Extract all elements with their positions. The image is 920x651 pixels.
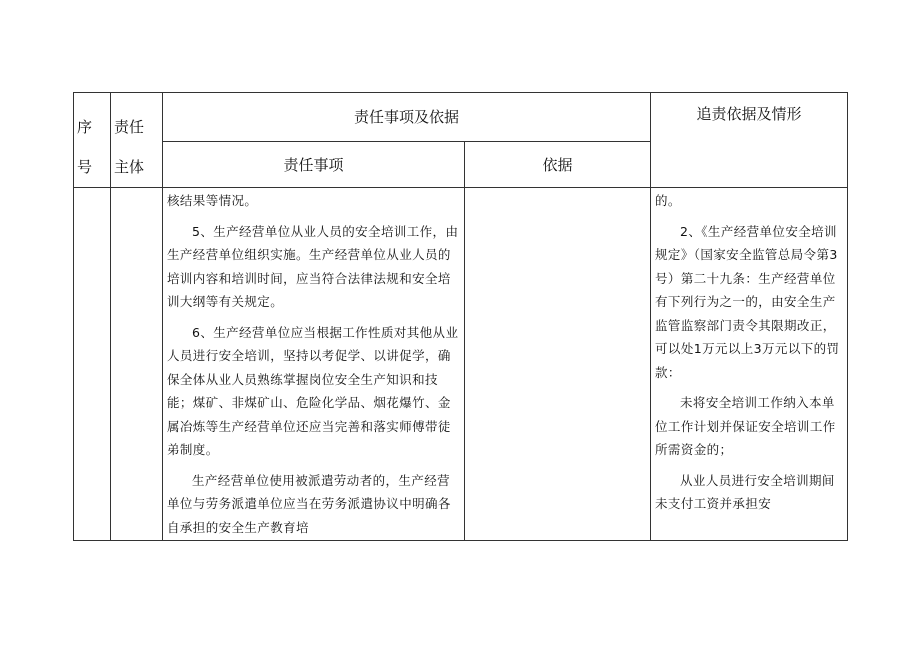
matters-paragraph: 6、生产经营单位应当根据工作性质对其他从业人员进行安全培训，坚持以考促学、以讲促学，确保全体从业人员熟练掌握岗位安全生产知识和技能；煤矿、非煤矿山、危险化学品、烟花爆竹、金属冶炼等生产经营单位还应当完善和落实师傅带徒弟制度。 xyxy=(167,324,459,457)
cell-subject xyxy=(111,188,163,541)
matters-paragraph: 核结果等情况。 xyxy=(167,193,258,208)
header-subject-line-2: 主体 xyxy=(114,158,145,176)
accountability-paragraph: 的。 xyxy=(655,193,681,208)
header-seq-line-2: 号 xyxy=(77,158,93,176)
responsibility-table xyxy=(73,92,848,541)
header-subject xyxy=(111,93,163,188)
header-basis: 依据 xyxy=(465,141,651,187)
header-seq xyxy=(74,93,111,188)
cell-matters xyxy=(163,188,465,541)
header-matters: 责任事项 xyxy=(163,141,465,187)
cell-basis xyxy=(465,188,651,541)
header-row-top xyxy=(74,93,848,142)
table-row xyxy=(74,188,848,541)
header-seq-line-1: 序 xyxy=(77,118,93,136)
header-accountability: 追责依据及情形 xyxy=(651,93,848,188)
cell-seq xyxy=(74,188,111,541)
header-matters-and-basis: 责任事项及依据 xyxy=(163,93,651,142)
accountability-paragraph: 未将安全培训工作纳入本单位工作计划并保证安全培训工作所需资金的； xyxy=(655,395,836,457)
matters-paragraph: 5、生产经营单位从业人员的安全培训工作，由生产经营单位组织实施。生产经营单位从业人员的培训内容和培训时间，应当符合法律法规和安全培训大纲等有关规定。 xyxy=(167,223,459,309)
accountability-paragraph: 2、《生产经营单位安全培训规定》（国家安全监管总局令第3号）第二十九条：生产经营单位有下列行为之一的，由安全生产监管监察部门责令其限期改正，可以处1万元以上3万元以下的罚款： xyxy=(655,223,840,380)
accountability-paragraph: 从业人员进行安全培训期间未支付工资并承担安 xyxy=(655,472,835,511)
matters-paragraph: 生产经营单位使用被派遣劳动者的，生产经营单位与劳务派遣单位应当在劳务派遣协议中明确各自承担的安全生产教育培 xyxy=(167,472,451,535)
cell-accountability xyxy=(651,188,848,541)
header-subject-line-1: 责任 xyxy=(114,118,145,136)
